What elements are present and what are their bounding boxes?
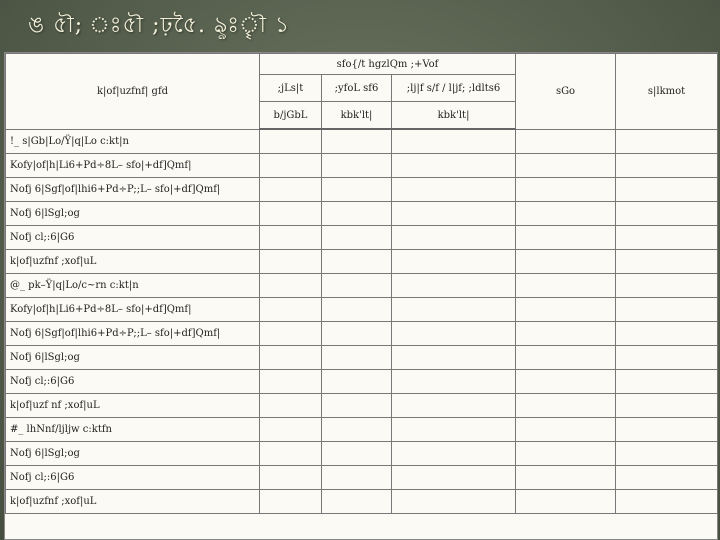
cell-committee — [392, 298, 516, 322]
cell-committee — [392, 226, 516, 250]
cell-sanctioned — [260, 178, 322, 202]
row-label: Nofj 6|lSgl;og — [6, 202, 260, 226]
header-sub1-top: ;jLs|t — [260, 75, 322, 102]
table-row — [6, 322, 718, 346]
cell-sanctioned — [260, 466, 322, 490]
cell-other — [516, 226, 616, 250]
cell-other — [516, 370, 616, 394]
cell-remarks — [616, 298, 718, 322]
cell-committee — [392, 322, 516, 346]
row-label: Nofj cl;:6|G6 — [6, 370, 260, 394]
header-sub2-bottom: kbk'lt| — [322, 102, 392, 130]
table-row — [6, 442, 718, 466]
cell-permanent — [322, 370, 392, 394]
header-sub1-bottom: b/jGbL — [260, 102, 322, 130]
slide-title: ঙ ৫ৗ; ঃ৫ৗ ;ঢ়৫ৈ. ৡঃৄৗ ১ — [28, 13, 291, 38]
cell-remarks — [616, 322, 718, 346]
table-row — [6, 418, 718, 442]
header-sub3-bottom: kbk'lt| — [392, 102, 516, 130]
cell-committee — [392, 394, 516, 418]
cell-other — [516, 298, 616, 322]
cell-permanent — [322, 226, 392, 250]
cell-permanent — [322, 466, 392, 490]
cell-other — [516, 418, 616, 442]
cell-remarks — [616, 178, 718, 202]
header-sub3-top: ;lj|f s/f / l|jf; ;ldlts6 — [392, 75, 516, 102]
cell-permanent — [322, 202, 392, 226]
row-label: k|of|uzfnf ;xof|uL — [6, 490, 260, 514]
table-row — [6, 490, 718, 514]
cell-remarks — [616, 394, 718, 418]
cell-remarks — [616, 442, 718, 466]
cell-remarks — [616, 129, 718, 154]
cell-permanent — [322, 250, 392, 274]
cell-other — [516, 129, 616, 154]
header-role-name: k|of|uzfnf| gfd — [6, 54, 260, 130]
cell-sanctioned — [260, 370, 322, 394]
cell-permanent — [322, 178, 392, 202]
cell-other — [516, 346, 616, 370]
row-label: @_ pk–Ÿ|q|Lo/c~rn c:kt|n — [6, 274, 260, 298]
cell-remarks — [616, 250, 718, 274]
cell-committee — [392, 370, 516, 394]
cell-committee — [392, 418, 516, 442]
row-label: Nofj 6|Sgf|of|lhi6+Pd÷P;;L– sfo|+df]Qmf| — [6, 178, 260, 202]
row-label: Nofj cl;:6|G6 — [6, 466, 260, 490]
cell-other — [516, 154, 616, 178]
cell-remarks — [616, 226, 718, 250]
cell-other — [516, 394, 616, 418]
table-row — [6, 346, 718, 370]
cell-committee — [392, 178, 516, 202]
table-row — [6, 202, 718, 226]
header-row-1 — [6, 54, 718, 75]
cell-sanctioned — [260, 442, 322, 466]
row-label: !_ s|Gb|Lo/Ÿ|q|Lo c:kt|n — [6, 129, 260, 154]
cell-sanctioned — [260, 250, 322, 274]
cell-remarks — [616, 370, 718, 394]
cell-other — [516, 202, 616, 226]
cell-other — [516, 178, 616, 202]
cell-sanctioned — [260, 274, 322, 298]
cell-sanctioned — [260, 394, 322, 418]
table-row — [6, 274, 718, 298]
table-row — [6, 154, 718, 178]
cell-committee — [392, 202, 516, 226]
row-label: Nofj 6|Sgf|of|lhi6+Pd÷P;;L– sfo|+df]Qmf| — [6, 322, 260, 346]
cell-permanent — [322, 154, 392, 178]
cell-remarks — [616, 418, 718, 442]
cell-sanctioned — [260, 202, 322, 226]
row-label: Nofj cl;:6|G6 — [6, 226, 260, 250]
cell-committee — [392, 129, 516, 154]
cell-permanent — [322, 490, 392, 514]
table-row — [6, 129, 718, 154]
cell-other — [516, 274, 616, 298]
header-group-count: sfo{/t hgzlQm ;+Vof — [260, 54, 516, 75]
row-label: k|of|uzf nf ;xof|uL — [6, 394, 260, 418]
cell-remarks — [616, 490, 718, 514]
cell-remarks — [616, 346, 718, 370]
header-other: sGo — [516, 54, 616, 130]
table-row — [6, 178, 718, 202]
cell-sanctioned — [260, 322, 322, 346]
cell-committee — [392, 346, 516, 370]
cell-other — [516, 466, 616, 490]
table-row — [6, 370, 718, 394]
cell-remarks — [616, 154, 718, 178]
cell-permanent — [322, 298, 392, 322]
row-label: k|of|uzfnf ;xof|uL — [6, 250, 260, 274]
cell-permanent — [322, 274, 392, 298]
cell-committee — [392, 154, 516, 178]
row-label: Nofj 6|lSgl;og — [6, 442, 260, 466]
row-label: Kofy|of|h|Li6+Pd÷8L– sfo|+df]Qmf| — [6, 154, 260, 178]
table-row — [6, 250, 718, 274]
cell-committee — [392, 442, 516, 466]
table-row — [6, 466, 718, 490]
cell-sanctioned — [260, 226, 322, 250]
table-row — [6, 226, 718, 250]
cell-permanent — [322, 346, 392, 370]
row-label: #_ lhNnf/ljljw c:ktfn — [6, 418, 260, 442]
cell-permanent — [322, 442, 392, 466]
cell-committee — [392, 490, 516, 514]
cell-other — [516, 322, 616, 346]
cell-remarks — [616, 466, 718, 490]
table-row — [6, 298, 718, 322]
cell-remarks — [616, 202, 718, 226]
cell-remarks — [616, 274, 718, 298]
cell-committee — [392, 250, 516, 274]
cell-sanctioned — [260, 129, 322, 154]
cell-permanent — [322, 418, 392, 442]
cell-sanctioned — [260, 298, 322, 322]
staffing-table — [5, 53, 718, 514]
cell-other — [516, 490, 616, 514]
table-sheet — [4, 52, 718, 540]
cell-permanent — [322, 322, 392, 346]
row-label: Nofj 6|lSgl;og — [6, 346, 260, 370]
cell-committee — [392, 466, 516, 490]
cell-permanent — [322, 394, 392, 418]
header-sub2-top: ;yfoL sf6 — [322, 75, 392, 102]
row-label: Kofy|of|h|Li6+Pd÷8L– sfo|+df]Qmf| — [6, 298, 260, 322]
cell-permanent — [322, 129, 392, 154]
cell-sanctioned — [260, 418, 322, 442]
cell-sanctioned — [260, 346, 322, 370]
header-remarks: s|lkmot — [616, 54, 718, 130]
cell-sanctioned — [260, 490, 322, 514]
cell-other — [516, 442, 616, 466]
cell-sanctioned — [260, 154, 322, 178]
cell-committee — [392, 274, 516, 298]
table-row — [6, 394, 718, 418]
cell-other — [516, 250, 616, 274]
